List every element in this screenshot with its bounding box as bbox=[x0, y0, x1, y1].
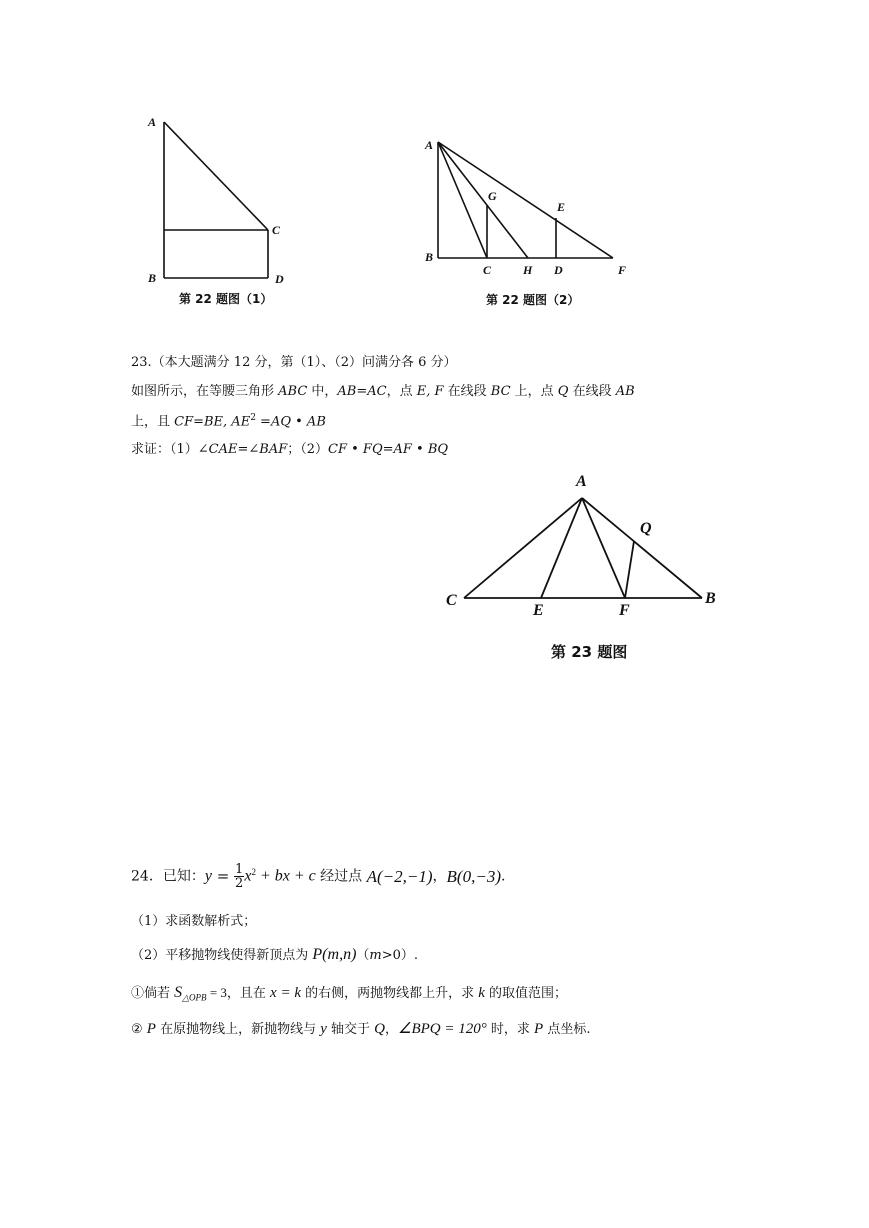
math-q: Q bbox=[374, 1021, 386, 1037]
label-B: B bbox=[148, 271, 157, 285]
math-x: x bbox=[244, 867, 252, 885]
text: 经过点 bbox=[315, 868, 367, 885]
math-prove2: CF • FQ=AF • BQ bbox=[328, 442, 449, 457]
math-p: P bbox=[146, 1021, 156, 1037]
segment-FQ bbox=[625, 541, 634, 598]
text: 求证：（1） bbox=[131, 442, 198, 457]
math-point-a: A(−2,−1) bbox=[366, 867, 433, 886]
text: . bbox=[500, 868, 506, 885]
math-m: m bbox=[369, 948, 382, 963]
text: ①倘若 bbox=[131, 986, 175, 1001]
segment-AC bbox=[164, 122, 268, 230]
math-square: 2 bbox=[250, 413, 256, 423]
segment-AF bbox=[582, 498, 625, 598]
label-A: A bbox=[425, 138, 434, 152]
label-B: B bbox=[425, 250, 434, 264]
text: ；（2） bbox=[287, 442, 329, 457]
text: 在线段 bbox=[568, 384, 616, 399]
text: 中， bbox=[307, 384, 338, 399]
text: （ bbox=[356, 948, 370, 963]
math-point-p: P(m,n) bbox=[312, 946, 357, 963]
math-s-subscript: △OPB bbox=[182, 992, 207, 1003]
text: ，且在 bbox=[226, 986, 271, 1001]
q24-part2 bbox=[131, 947, 418, 963]
label-F: F bbox=[619, 602, 630, 619]
segment-AF bbox=[438, 142, 613, 258]
math-y: y bbox=[320, 1021, 327, 1037]
math-ef: E, F bbox=[416, 384, 444, 399]
fraction-one-half bbox=[234, 863, 244, 890]
label-D: D bbox=[275, 272, 284, 286]
math-equals: = bbox=[211, 867, 235, 885]
text: 在原抛物线上，新抛物线与 bbox=[155, 1022, 321, 1037]
text: 在线段 bbox=[443, 384, 491, 399]
math-y: y bbox=[204, 867, 212, 885]
text: ，点 bbox=[386, 384, 417, 399]
math-point-b: B(0,−3) bbox=[446, 867, 501, 886]
label-E: E bbox=[557, 200, 566, 214]
text: ， bbox=[385, 1022, 399, 1037]
label-G: G bbox=[488, 189, 497, 203]
q23-line3 bbox=[131, 443, 448, 456]
label-D: D bbox=[554, 263, 563, 277]
text: （2）平移抛物线使得新顶点为 bbox=[131, 948, 313, 963]
label-A: A bbox=[148, 115, 157, 129]
figure-23 bbox=[440, 470, 740, 620]
math-angle-bpq: ∠BPQ = 120° bbox=[398, 1021, 487, 1037]
text: ， bbox=[432, 868, 447, 885]
math-bc: BC bbox=[490, 384, 511, 399]
math-bx-c: + bx + c bbox=[255, 867, 316, 885]
label-C: C bbox=[483, 263, 492, 277]
math-p: P bbox=[534, 1021, 544, 1037]
figure-22-2 bbox=[420, 130, 640, 280]
text: 时，求 bbox=[486, 1022, 535, 1037]
text: 轴交于 bbox=[326, 1022, 375, 1037]
math-cf-be: CF=BE, AE bbox=[174, 414, 251, 430]
text: 上，点 bbox=[510, 384, 558, 399]
text: 上，且 bbox=[131, 414, 175, 430]
segment-AH bbox=[438, 142, 528, 258]
math-s: S bbox=[174, 984, 183, 1001]
math-x-eq-k: x = k bbox=[270, 985, 301, 1001]
figure-22-2-caption: 第 22 题图（2） bbox=[486, 293, 580, 307]
q23-line2 bbox=[131, 414, 326, 428]
label-F: F bbox=[618, 263, 627, 277]
math-aq-ab: =AQ • AB bbox=[255, 414, 326, 430]
math-ab-eq-ac: AB=AC bbox=[337, 384, 387, 399]
label-A: A bbox=[576, 473, 587, 490]
label-C: C bbox=[446, 592, 457, 609]
math-k: k bbox=[478, 985, 485, 1001]
text: ② bbox=[131, 1022, 147, 1037]
text: >0）. bbox=[381, 948, 419, 963]
fraction-numerator: 1 bbox=[235, 862, 244, 877]
text: 24．已知： bbox=[131, 868, 205, 885]
q24-line1 bbox=[131, 863, 505, 890]
q24-sub2 bbox=[131, 1022, 590, 1037]
q23-header: 23.（本大题满分 12 分，第（1）、（2）问满分各 6 分） bbox=[131, 355, 457, 370]
math-prove1: ∠CAE=∠BAF bbox=[197, 442, 288, 457]
segment-AC bbox=[438, 142, 487, 258]
math-ab: AB bbox=[615, 384, 635, 399]
q24-part1: （1）求函数解析式； bbox=[131, 914, 257, 929]
math-eq-3: = 3 bbox=[206, 985, 227, 1000]
label-H: H bbox=[523, 263, 533, 277]
segment-AE bbox=[541, 498, 582, 598]
q24-sub1 bbox=[131, 985, 567, 1003]
fraction-denominator: 2 bbox=[235, 876, 244, 891]
figure-23-caption: 第 23 题图 bbox=[551, 643, 628, 661]
math-abc: ABC bbox=[278, 384, 308, 399]
text: 的右侧，两抛物线都上升，求 bbox=[300, 986, 479, 1001]
math-x-exponent: 2 bbox=[251, 866, 256, 877]
figure-22-1-caption: 第 22 题图（1） bbox=[179, 292, 273, 306]
label-C: C bbox=[272, 223, 281, 237]
label-Q: Q bbox=[640, 520, 652, 537]
label-B: B bbox=[705, 590, 716, 607]
label-E: E bbox=[533, 602, 544, 619]
text: 如图所示，在等腰三角形 bbox=[131, 384, 279, 399]
text: 的取值范围； bbox=[484, 986, 568, 1001]
math-q: Q bbox=[557, 384, 569, 399]
q23-line1 bbox=[131, 385, 635, 398]
segment-AC bbox=[464, 498, 582, 598]
segment-AB bbox=[582, 498, 702, 598]
text: 点坐标. bbox=[543, 1022, 591, 1037]
